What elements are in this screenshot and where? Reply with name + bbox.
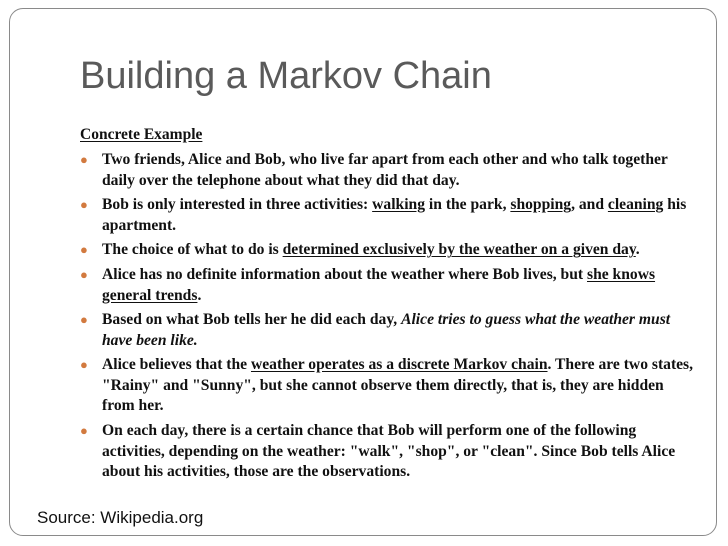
bullet-text-segment: Alice has no definite information about the weather where Bob lives, but — [102, 266, 587, 284]
bullet-text-segment: On each day, there is a certain chance that Bob will perform one of the following activities, depending on the weather: "walk", "shop", or "clean". Since Bob tells Alice about his activities, those are the observations. — [102, 422, 676, 481]
bullet-item — [80, 240, 695, 261]
bullet-item — [80, 150, 695, 191]
bullet-text-segment: Bob is only interested in three activities: — [102, 196, 373, 214]
bullet-item — [80, 421, 695, 483]
bullet-dot-icon: ● — [80, 423, 88, 439]
bullet-dot-icon: ● — [80, 267, 88, 283]
bullet-dot-icon: ● — [80, 312, 88, 328]
bullet-item — [80, 265, 695, 306]
bullet-dot-icon: ● — [80, 357, 88, 373]
bullet-dot-icon: ● — [80, 242, 88, 258]
bullet-item — [80, 195, 695, 236]
bullet-text-segment: his apartment. — [102, 196, 687, 234]
bullet-text-segment: Alice believes that the — [102, 356, 251, 374]
bullet-text-segment: . There are two states, "Rainy" and "Sunny", but she cannot observe them directly, that is, they are hidden from her. — [102, 356, 694, 415]
bullet-text-segment: The choice of what to do is — [102, 241, 283, 259]
bullet-list — [80, 150, 695, 487]
bullet-text-segment: . — [635, 241, 640, 259]
bullet-dot-icon: ● — [80, 152, 88, 167]
bullet-text-segment: weather operates as a discrete Markov chain — [250, 356, 548, 374]
bullet-dot-icon: ● — [80, 197, 88, 213]
bullet-text-segment: determined exclusively by the weather on a given day — [282, 241, 636, 259]
bullet-text-segment: walking — [372, 196, 426, 214]
bullet-text-segment: , and — [571, 196, 608, 214]
source-credit: Source: Wikipedia.org — [37, 508, 204, 527]
bullet-text-segment: Alice tries to guess what the weather must have been like. — [102, 311, 671, 349]
bullet-text-segment: cleaning — [607, 196, 664, 214]
bullet-text-segment: . — [197, 286, 202, 304]
bullet-text-segment: shopping — [510, 196, 572, 214]
bullet-text-segment: Based on what Bob tells her he did each day, — [102, 311, 402, 329]
slide-subheading: Concrete Example — [80, 126, 203, 143]
bullet-text-segment: she knows general trends — [102, 266, 656, 304]
slide-title: Building a Markov Chain — [80, 55, 492, 97]
bullet-item — [80, 355, 695, 417]
bullet-text-segment: Two friends, Alice and Bob, who live far apart from each other and who talk together daily over the telephone about what they did that day. — [102, 151, 668, 189]
bullet-text-segment: in the park, — [425, 196, 511, 214]
bullet-item — [80, 310, 695, 351]
